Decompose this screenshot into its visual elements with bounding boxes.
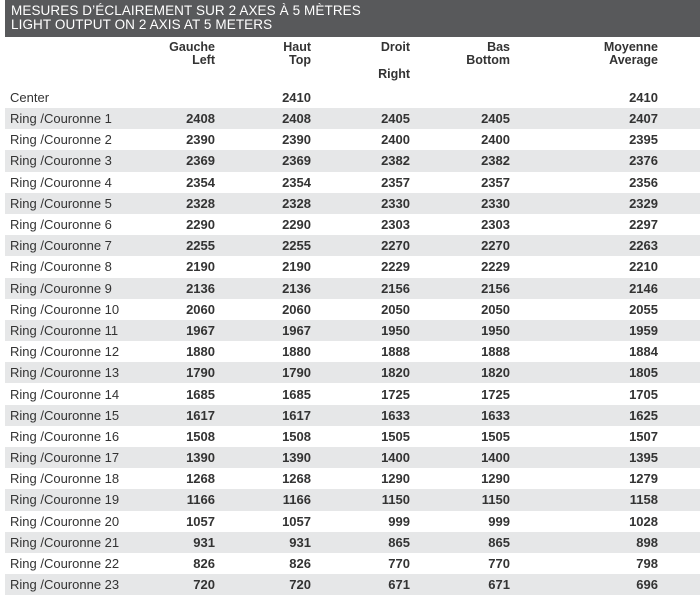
cell-avg: 1279 — [629, 471, 658, 487]
cell-bottom: 1888 — [481, 344, 510, 360]
row-label: Ring /Couronne 17 — [10, 450, 120, 466]
cell-left: 2328 — [186, 195, 215, 211]
cell-right: 2156 — [381, 280, 410, 296]
cell-bottom: 1820 — [481, 365, 510, 381]
row-label: Ring /Couronne 15 — [10, 407, 120, 423]
cell-bottom: 770 — [488, 556, 510, 572]
cell-left: 1880 — [186, 344, 215, 360]
cell-bottom: 2050 — [481, 301, 510, 317]
row-label: Ring /Couronne 14 — [10, 386, 120, 402]
cell-bottom: 865 — [488, 534, 510, 550]
cell-top: 1685 — [282, 386, 311, 402]
cell-left: 2060 — [186, 301, 215, 317]
cell-top: 1617 — [282, 407, 311, 423]
cell-avg: 898 — [636, 534, 658, 550]
column-header-bottom — [466, 41, 510, 67]
table-row — [5, 447, 700, 468]
cell-left: 1685 — [186, 386, 215, 402]
table-row — [5, 574, 700, 595]
row-label: Ring /Couronne 4 — [10, 174, 112, 190]
cell-top: 2408 — [282, 111, 311, 127]
cell-left: 2255 — [186, 238, 215, 254]
cell-top: 1880 — [282, 344, 311, 360]
row-label: Ring /Couronne 2 — [10, 132, 112, 148]
cell-right: 2405 — [381, 111, 410, 127]
cell-right: 1290 — [381, 471, 410, 487]
cell-avg: 1507 — [629, 428, 658, 444]
cell-avg: 1158 — [629, 492, 658, 508]
table-title-french: MESURES D’ÉCLAIREMENT SUR 2 AXES À 5 MÈTRES — [11, 3, 361, 18]
cell-top: 1390 — [282, 450, 311, 466]
cell-top: 2136 — [282, 280, 311, 296]
cell-bottom: 1505 — [481, 428, 510, 444]
row-label: Ring /Couronne 8 — [10, 259, 112, 275]
cell-right: 2330 — [381, 195, 410, 211]
cell-bottom: 1400 — [481, 450, 510, 466]
table-body — [5, 86, 700, 595]
cell-left: 2369 — [186, 153, 215, 169]
cell-top: 2290 — [282, 217, 311, 233]
row-label: Ring /Couronne 22 — [10, 556, 120, 572]
column-header-right — [378, 41, 410, 81]
cell-top: 2255 — [282, 238, 311, 254]
cell-bottom: 671 — [488, 577, 510, 593]
row-label: Ring /Couronne 19 — [10, 492, 120, 508]
cell-left: 2390 — [186, 132, 215, 148]
row-label: Ring /Couronne 20 — [10, 513, 120, 529]
cell-bottom: 2330 — [481, 195, 510, 211]
cell-avg: 2407 — [629, 111, 658, 127]
column-header-top-en: Top — [289, 53, 311, 67]
cell-left: 1790 — [186, 365, 215, 381]
cell-avg: 1884 — [629, 344, 658, 360]
cell-bottom: 2270 — [481, 238, 510, 254]
row-label: Ring /Couronne 9 — [10, 280, 112, 296]
cell-right: 2357 — [381, 174, 410, 190]
column-header-right-en: Right — [378, 67, 410, 81]
row-label: Ring /Couronne 18 — [10, 471, 120, 487]
cell-left: 1057 — [186, 513, 215, 529]
cell-top: 2390 — [282, 132, 311, 148]
row-label: Ring /Couronne 3 — [10, 153, 112, 169]
cell-avg: 2210 — [629, 259, 658, 275]
cell-avg: 2376 — [629, 153, 658, 169]
column-header-left-en: Left — [192, 53, 215, 67]
cell-left: 826 — [193, 556, 215, 572]
cell-right: 1505 — [381, 428, 410, 444]
row-label: Ring /Couronne 12 — [10, 344, 120, 360]
cell-bottom: 2400 — [481, 132, 510, 148]
cell-right: 2050 — [381, 301, 410, 317]
cell-avg: 2146 — [629, 280, 658, 296]
cell-avg: 2395 — [629, 132, 658, 148]
cell-left: 1166 — [186, 492, 215, 508]
table-row — [5, 489, 700, 510]
cell-top: 1967 — [282, 322, 311, 338]
row-label: Ring /Couronne 5 — [10, 195, 112, 211]
cell-left: 720 — [193, 577, 215, 593]
row-label: Ring /Couronne 23 — [10, 577, 120, 593]
cell-bottom: 1633 — [481, 407, 510, 423]
table-row — [5, 362, 700, 383]
cell-bottom: 2405 — [481, 111, 510, 127]
column-header-left-fr: Gauche — [169, 40, 215, 54]
column-header-bottom-fr: Bas — [487, 40, 510, 54]
cell-right: 2303 — [381, 217, 410, 233]
column-header-right-fr: Droit — [380, 40, 410, 54]
cell-top: 1790 — [282, 365, 311, 381]
column-header-top-fr: Haut — [283, 40, 311, 54]
cell-bottom: 2382 — [481, 153, 510, 169]
table-title-band — [5, 0, 700, 37]
table-row — [5, 278, 700, 299]
table-row — [5, 341, 700, 362]
cell-right: 1725 — [381, 386, 410, 402]
cell-avg: 2356 — [629, 174, 658, 190]
cell-right: 2270 — [381, 238, 410, 254]
cell-right: 2382 — [381, 153, 410, 169]
table-title-english: LIGHT OUTPUT ON 2 AXIS AT 5 METERS — [11, 17, 273, 32]
cell-top: 2369 — [282, 153, 311, 169]
cell-right: 671 — [388, 577, 410, 593]
cell-top: 2060 — [282, 301, 311, 317]
cell-left: 1390 — [186, 450, 215, 466]
cell-right: 2400 — [381, 132, 410, 148]
cell-avg: 2297 — [629, 217, 658, 233]
cell-right: 1400 — [381, 450, 410, 466]
table-row — [5, 383, 700, 404]
column-header-average — [604, 41, 658, 67]
cell-right: 1888 — [381, 344, 410, 360]
row-label: Ring /Couronne 16 — [10, 428, 120, 444]
table-row — [5, 172, 700, 193]
cell-top: 931 — [289, 534, 311, 550]
table-row — [5, 129, 700, 150]
row-label: Ring /Couronne 21 — [10, 534, 120, 550]
column-header-top — [283, 41, 311, 67]
cell-top: 2410 — [282, 89, 311, 105]
cell-left: 2190 — [186, 259, 215, 275]
cell-top: 1057 — [282, 513, 311, 529]
table-row — [5, 108, 700, 129]
cell-top: 2190 — [282, 259, 311, 275]
table-row — [5, 193, 700, 214]
table-row — [5, 235, 700, 256]
table-row — [5, 511, 700, 532]
cell-avg: 1028 — [629, 513, 658, 529]
table-row — [5, 256, 700, 277]
cell-right: 999 — [388, 513, 410, 529]
row-label: Ring /Couronne 6 — [10, 217, 112, 233]
cell-right: 1950 — [381, 322, 410, 338]
table-row — [5, 150, 700, 171]
table-row — [5, 426, 700, 447]
cell-left: 2136 — [186, 280, 215, 296]
cell-top: 720 — [289, 577, 311, 593]
cell-left: 1508 — [186, 428, 215, 444]
column-header-left — [169, 41, 215, 67]
cell-avg: 2263 — [629, 238, 658, 254]
cell-avg: 2329 — [629, 195, 658, 211]
cell-right: 1820 — [381, 365, 410, 381]
row-label: Ring /Couronne 10 — [10, 301, 120, 317]
cell-top: 2354 — [282, 174, 311, 190]
table-header — [5, 37, 700, 86]
cell-bottom: 1150 — [481, 492, 510, 508]
cell-bottom: 2229 — [481, 259, 510, 275]
cell-left: 1268 — [186, 471, 215, 487]
cell-avg: 1959 — [629, 322, 658, 338]
row-label: Ring /Couronne 1 — [10, 111, 112, 127]
table-row — [5, 299, 700, 320]
cell-avg: 1805 — [629, 365, 658, 381]
cell-left: 1617 — [186, 407, 215, 423]
cell-avg: 1395 — [629, 450, 658, 466]
cell-top: 2328 — [282, 195, 311, 211]
cell-right: 1150 — [381, 492, 410, 508]
row-label: Center — [10, 89, 50, 105]
table-row — [5, 468, 700, 489]
cell-bottom: 1725 — [481, 386, 510, 402]
column-header-bottom-en: Bottom — [466, 53, 510, 67]
cell-left: 1967 — [186, 322, 215, 338]
table-row — [5, 553, 700, 574]
cell-left: 2354 — [186, 174, 215, 190]
column-header-average-en: Average — [609, 53, 658, 67]
row-label: Ring /Couronne 11 — [10, 322, 119, 338]
table-row — [5, 532, 700, 553]
cell-top: 826 — [289, 556, 311, 572]
row-label: Ring /Couronne 7 — [10, 238, 112, 254]
cell-avg: 2410 — [629, 89, 658, 105]
cell-right: 2229 — [381, 259, 410, 275]
cell-top: 1268 — [282, 471, 311, 487]
cell-avg: 798 — [636, 556, 658, 572]
cell-bottom: 999 — [488, 513, 510, 529]
cell-avg: 1625 — [629, 407, 658, 423]
table-row — [5, 405, 700, 426]
cell-left: 2408 — [186, 111, 215, 127]
cell-bottom: 1950 — [481, 322, 510, 338]
cell-avg: 1705 — [629, 386, 658, 402]
table-row — [5, 86, 700, 108]
cell-left: 931 — [193, 534, 215, 550]
cell-right: 770 — [388, 556, 410, 572]
table-row — [5, 320, 700, 341]
column-header-average-fr: Moyenne — [603, 40, 658, 54]
cell-left: 2290 — [186, 217, 215, 233]
cell-bottom: 2357 — [481, 174, 510, 190]
row-label: Ring /Couronne 13 — [10, 365, 120, 381]
cell-top: 1166 — [282, 492, 311, 508]
cell-bottom: 2156 — [481, 280, 510, 296]
cell-bottom: 1290 — [481, 471, 510, 487]
cell-avg: 696 — [636, 577, 658, 593]
table-row — [5, 214, 700, 235]
cell-right: 1633 — [381, 407, 410, 423]
cell-top: 1508 — [282, 428, 311, 444]
cell-avg: 2055 — [629, 301, 658, 317]
cell-right: 865 — [388, 534, 410, 550]
cell-bottom: 2303 — [481, 217, 510, 233]
